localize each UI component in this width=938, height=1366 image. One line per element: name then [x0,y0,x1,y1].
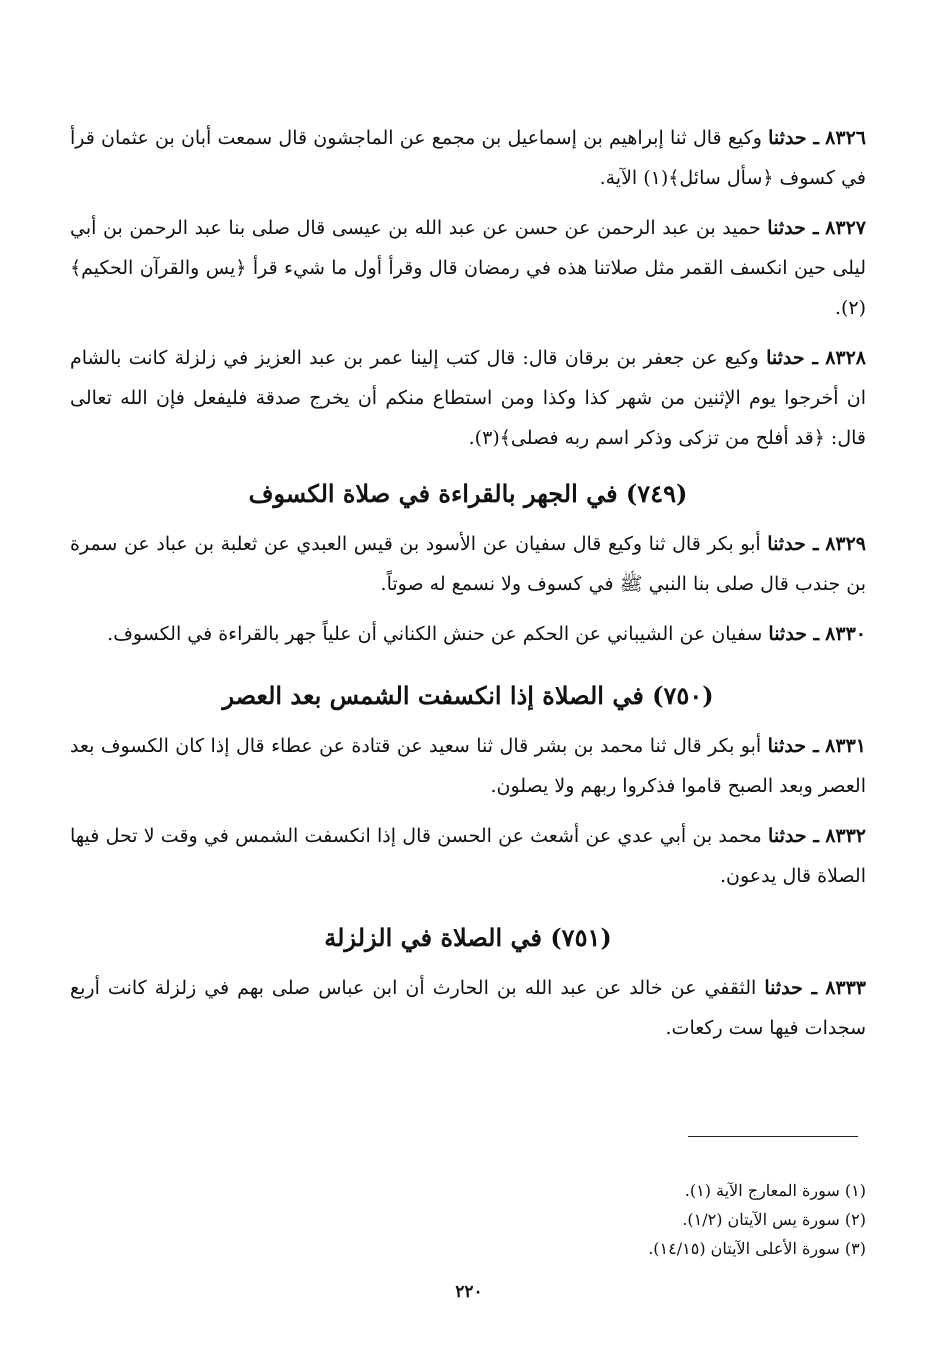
hadith-8329 [70,524,866,604]
hadith-lead: ـ حدثنا [768,825,819,847]
hadith-8332 [70,816,866,896]
hadith-text: الثقفي عن خالد عن عبد الله بن الحارث أن ابن عباس صلى بهم في زلزلة كانت أربع سجدات فيها ست ركعات. [70,977,866,1039]
hadith-lead: ـ حدثنا [764,977,818,999]
hadith-8331 [70,726,866,806]
hadith-lead: ـ حدثنا [767,735,819,757]
section-heading-751: (٧٥١) في الصلاة في الزلزلة [324,923,612,952]
hadith-number: ٨٣٢٧ [825,217,866,239]
page-body [70,118,866,1058]
hadith-text: حميد بن عبد الرحمن عن حسن عن عبد الله بن عيسى قال صلى بنا عبد الرحمن بن أبي ليلى حين انكسف القمر مثل صلاتنا هذه في رمضان قال وقرأ أول ما شيء قرأ ﴿يس والقرآن الحكيم﴾(٢). [70,217,866,319]
hadith-number: ٨٣٣٠ [825,623,866,645]
hadith-number: ٨٣٣٢ [825,825,867,847]
hadith-number: ٨٣٢٨ [825,347,867,369]
hadith-number: ٨٣٣٣ [825,977,867,999]
footnote-divider [688,1136,858,1137]
footnote-3: (٣) سورة الأعلى الآيتان (١٤/١٥). [648,1239,866,1258]
hadith-lead: ـ حدثنا [767,533,819,555]
section-heading-749: (٧٤٩) في الجهر بالقراءة في صلاة الكسوف [248,479,688,508]
hadith-lead: ـ حدثنا [768,623,820,645]
hadith-8328 [70,338,866,458]
hadith-text: وكيع عن جعفر بن برقان قال: قال كتب إلينا عمر بن عبد العزيز في زلزلة كانت بالشام ان أخرجوا يوم الإثنين من شهر كذا وكذا ومن استطاع منكم أن يخرج صدقة فليفعل فإن الله تعالى قال: ﴿قد أفلح من تزكى وذكر اسم ربه فصلى﴾(٣). [70,347,866,449]
section-heading-750: (٧٥٠) في الصلاة إذا انكسفت الشمس بعد العصر [222,681,714,710]
footnote-2: (٢) سورة يس الآيتان (١/٢). [682,1210,866,1229]
hadith-text: محمد بن أبي عدي عن أشعث عن الحسن قال إذا انكسفت الشمس في وقت لا تحل فيها الصلاة قال يدعون. [70,825,866,887]
page-number: ٢٢٠ [455,1282,483,1302]
hadith-lead: ـ حدثنا [767,217,819,239]
hadith-8327 [70,208,866,328]
hadith-text: سفيان عن الشيباني عن الحكم عن حنش الكناني أن علياً جهر بالقراءة في الكسوف. [107,623,763,645]
hadith-lead: ـ حدثنا [768,127,819,149]
hadith-8333 [70,968,866,1048]
footnote-1: (١) سورة المعارج الآية (١). [684,1181,866,1200]
hadith-text: وكيع قال ثنا إبراهيم بن إسماعيل بن مجمع عن الماجشون قال سمعت أبان بن عثمان قرأ في كسوف ﴿سأل سائل﴾(١) الآية. [70,127,866,189]
hadith-text: أبو بكر قال ثنا محمد بن بشر قال ثنا سعيد عن قتادة عن عطاء قال إذا كان الكسوف بعد العصر وبعد الصبح قاموا فذكروا ربهم ولا يصلون. [70,735,866,797]
footnotes [648,1176,866,1263]
hadith-number: ٨٣٢٩ [825,533,867,555]
hadith-8326 [70,118,866,198]
hadith-lead: ـ حدثنا [766,347,818,369]
hadith-text: أبو بكر قال ثنا وكيع قال سفيان عن الأسود بن قيس العبدي عن ثعلبة بن عباد عن سمرة بن جندب قال صلى بنا النبي ﷺ في كسوف ولا نسمع له صوتاً. [70,533,866,595]
hadith-number: ٨٣٢٦ [825,127,866,149]
hadith-8330 [70,614,866,654]
hadith-number: ٨٣٣١ [825,735,866,757]
